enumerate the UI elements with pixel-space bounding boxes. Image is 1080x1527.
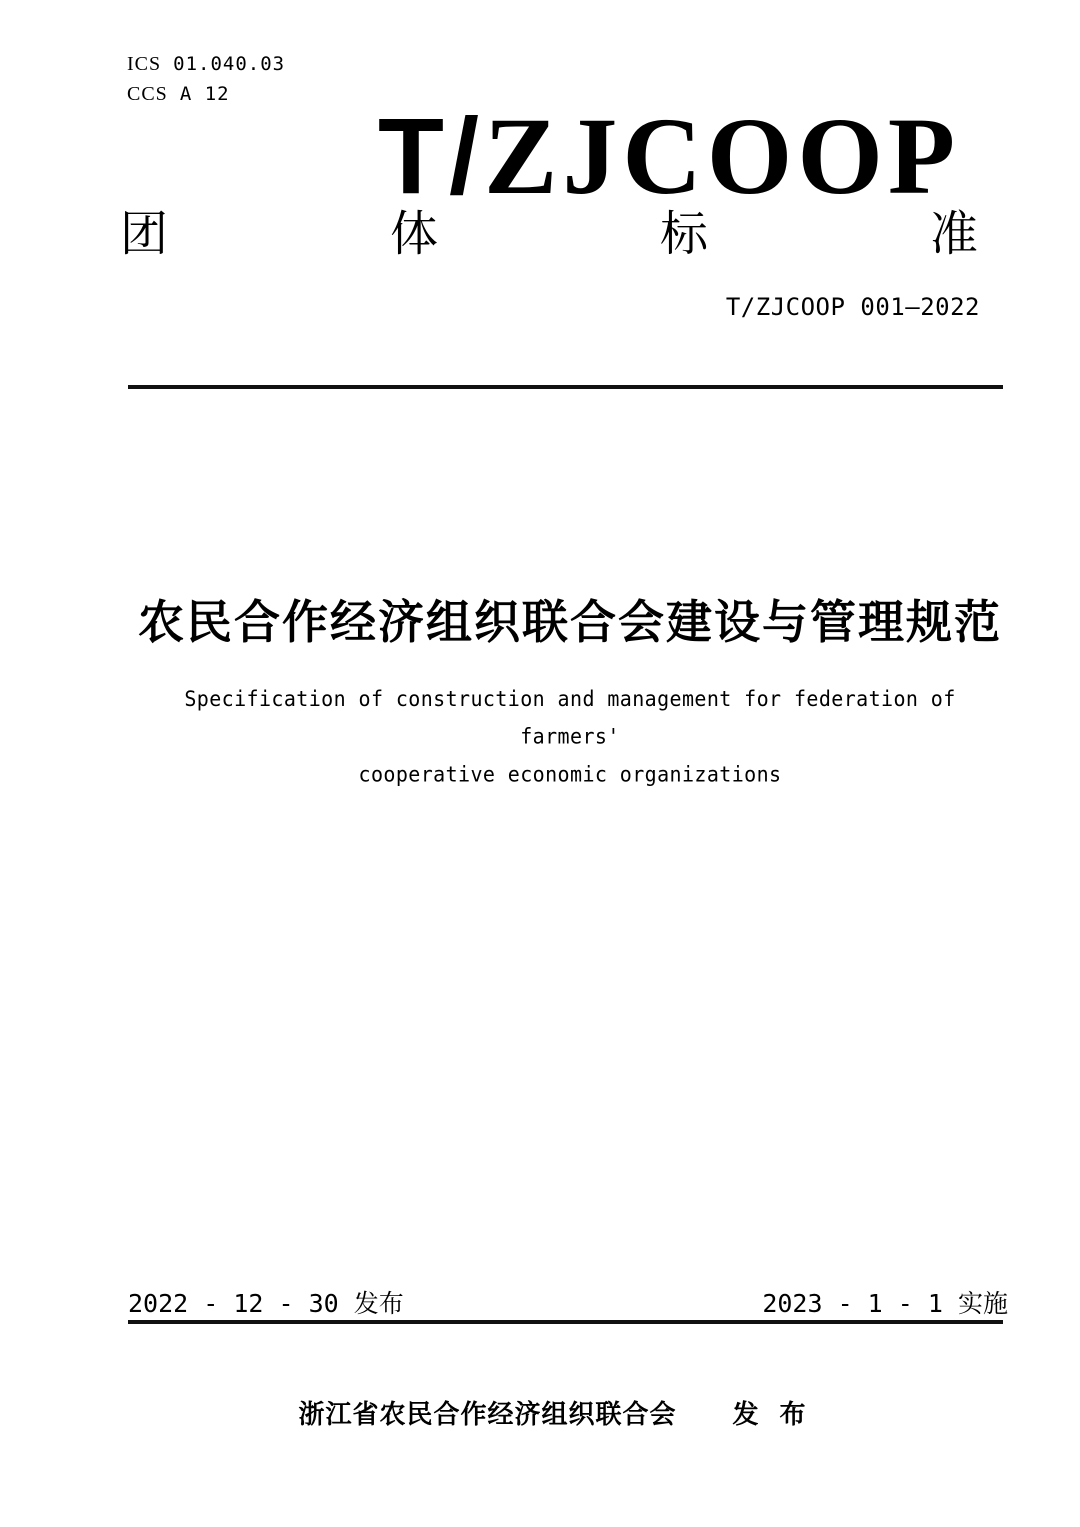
category-char: 准	[929, 206, 978, 262]
issue-date: 2022 - 12 - 30 发布	[128, 1289, 404, 1318]
title-en-line1: Specification of construction and management for federation of farmers'	[184, 685, 956, 750]
date-row	[128, 1284, 1008, 1320]
ccs-value: A 12	[179, 83, 230, 105]
title-en-line2: cooperative economic organizations	[358, 761, 782, 787]
publisher-org: 浙江省农民合作经济组织联合会	[298, 1400, 677, 1430]
classification-codes	[127, 48, 285, 108]
ics-code-line	[127, 48, 285, 78]
implement-date: 2023 - 1 - 1 实施	[762, 1289, 1008, 1318]
document-title-zh: 农民合作经济组织联合会建设与管理规范	[138, 595, 1002, 649]
category-char: 团	[120, 206, 169, 262]
ccs-code-line	[127, 78, 285, 108]
top-divider-rule	[128, 385, 1003, 389]
ics-value: 01.040.03	[173, 53, 286, 75]
category-char: 体	[389, 206, 438, 262]
logo-prefix: T/	[378, 95, 484, 216]
category-label-tuanti-biaozhun	[120, 208, 978, 260]
category-char: 标	[659, 206, 708, 262]
bottom-divider-rule	[128, 1320, 1003, 1324]
publish-label: 发 布	[732, 1400, 812, 1430]
logo-body: ZJCOOP	[483, 95, 961, 217]
standard-number: T/ZJCOOP 001—2022	[725, 293, 980, 321]
publisher-line	[0, 1394, 1080, 1431]
ics-label: ICS	[127, 53, 162, 75]
standard-body-logo	[378, 95, 961, 217]
ccs-label: CCS	[127, 83, 168, 105]
document-title-en	[130, 680, 1010, 793]
